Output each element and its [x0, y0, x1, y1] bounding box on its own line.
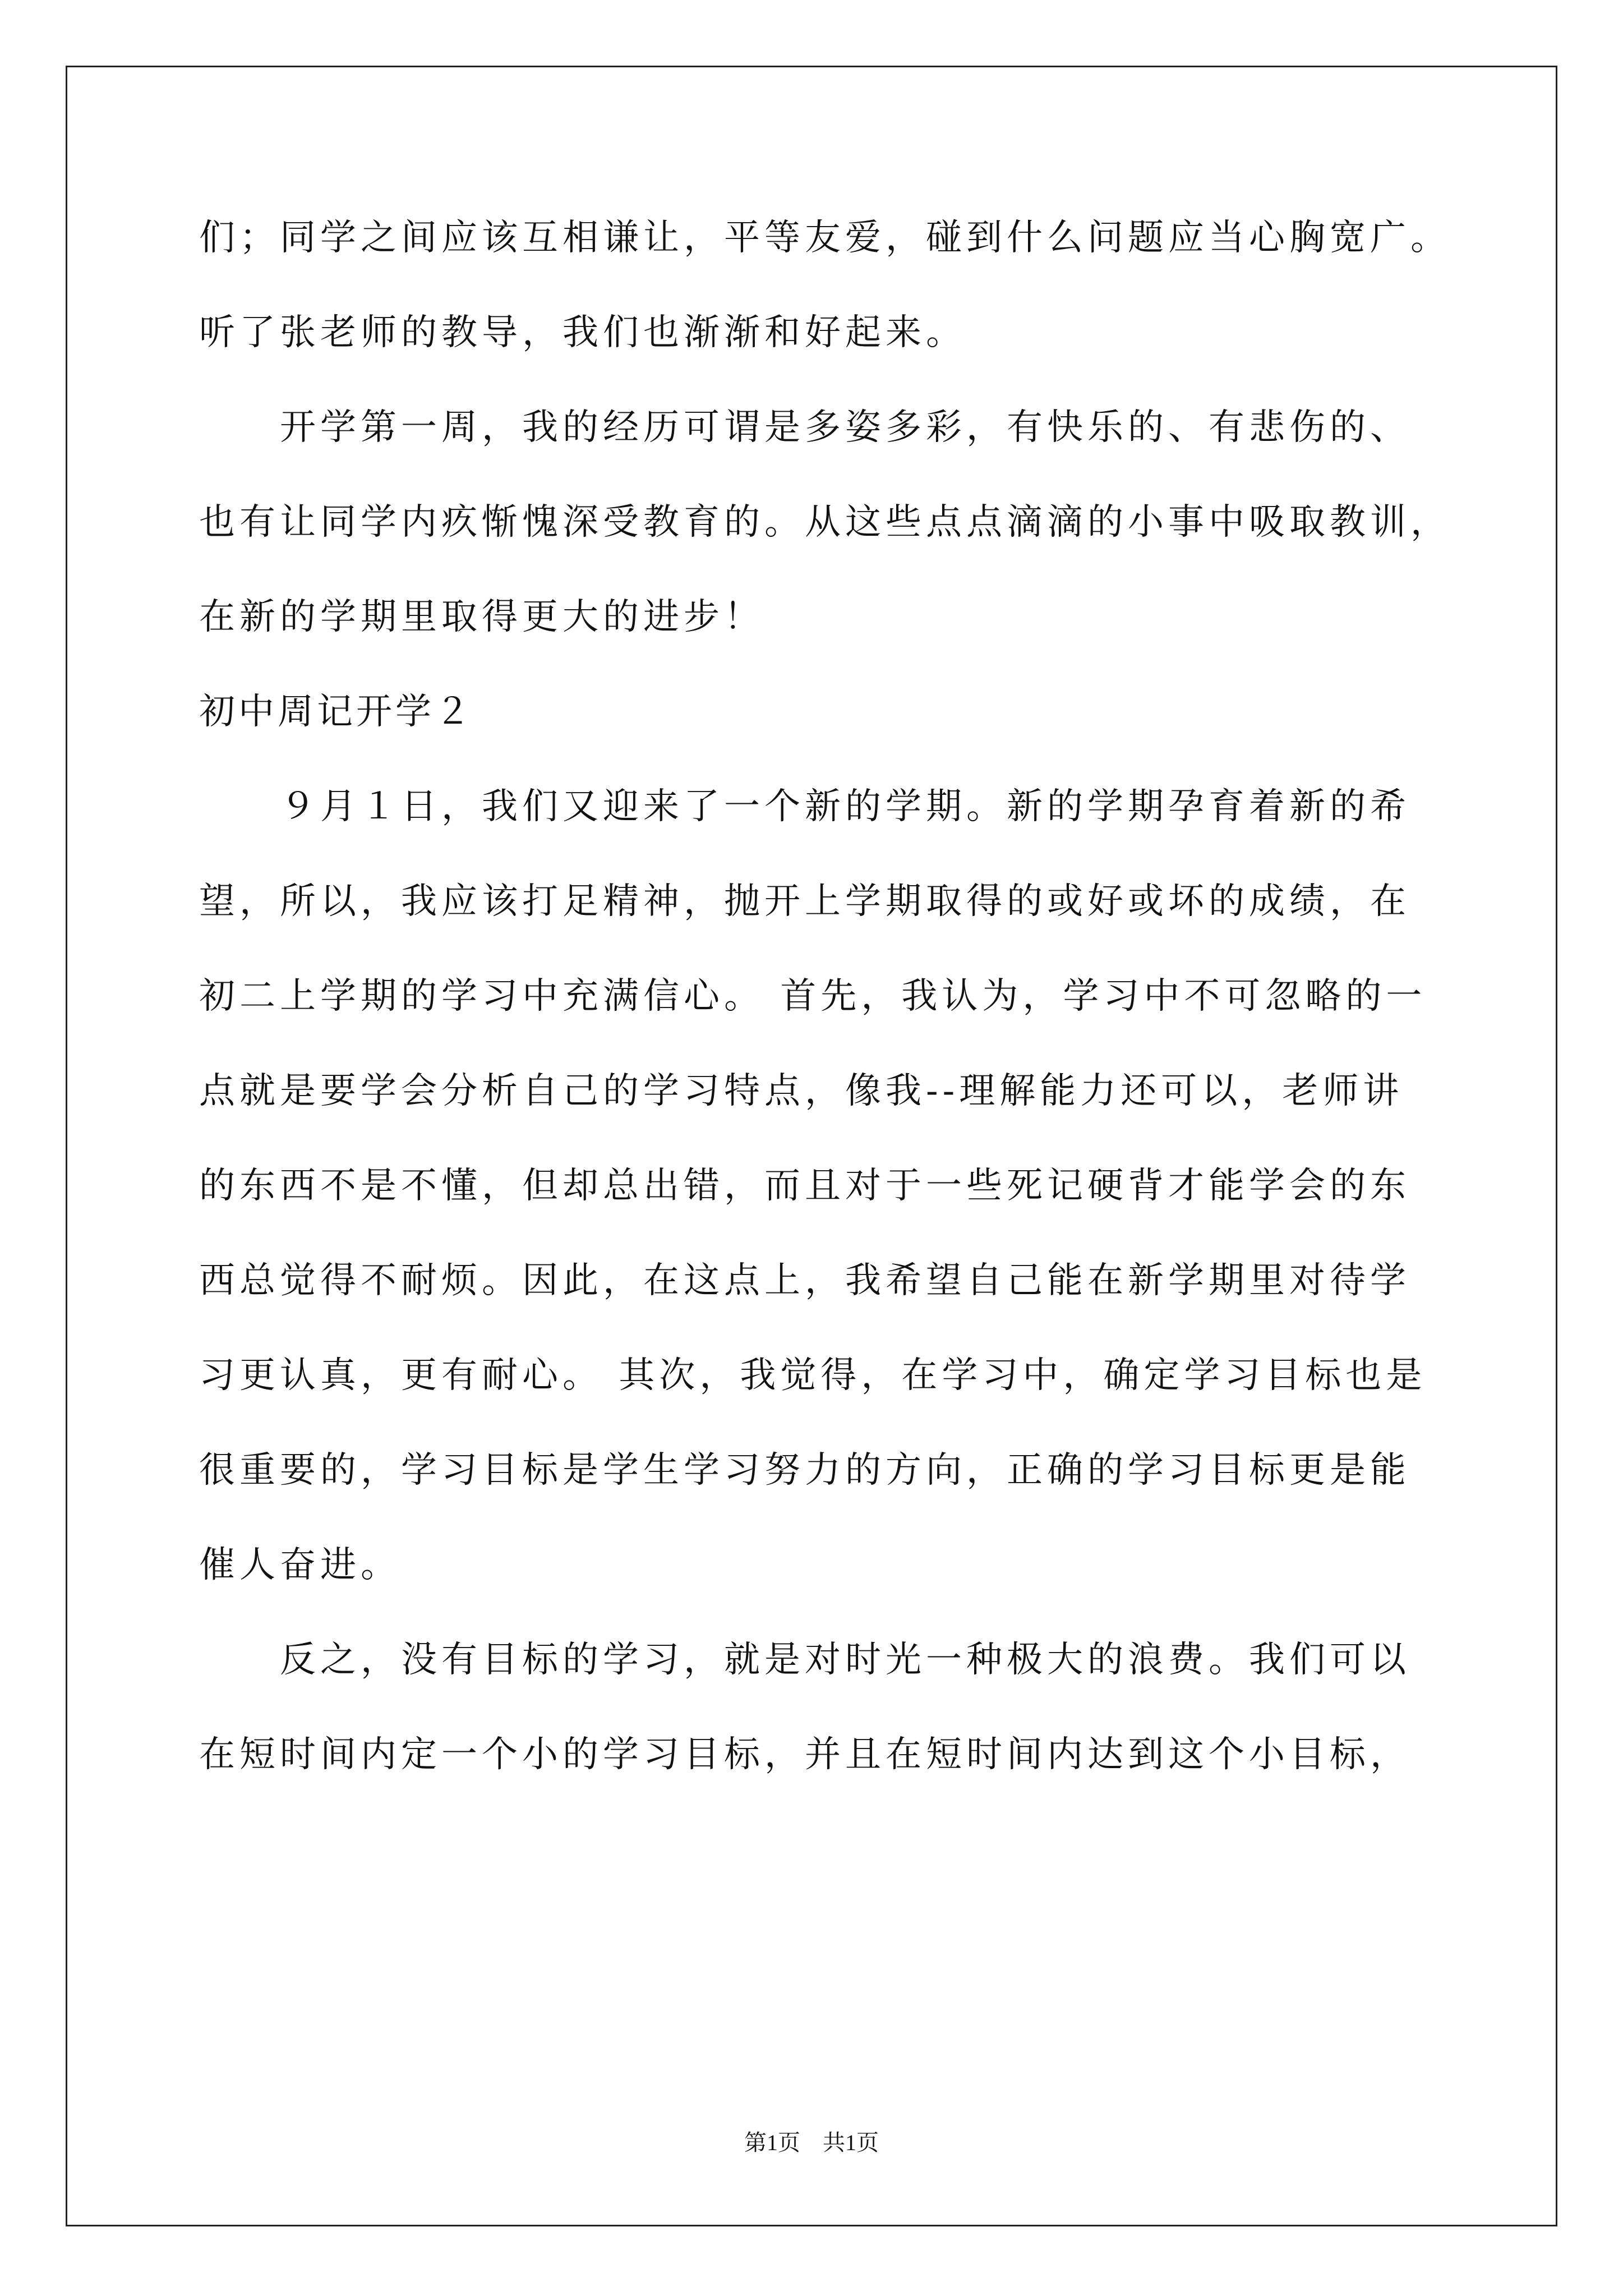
- text-line: 点就是要学会分析自己的学习特点，像我--理解能力还可以，老师讲: [199, 1070, 1404, 1112]
- text-line: 听了张老师的教导，我们也渐渐和好起来。: [199, 312, 966, 353]
- text-line: 在短时间内定一个小的学习目标，并且在短时间内达到这个小目标，: [199, 1734, 1410, 1775]
- text-line: 望，所以，我应该打足精神，抛开上学期取得的或好或坏的成绩，在: [199, 881, 1410, 922]
- section-heading: 初中周记开学２: [199, 691, 474, 733]
- paragraph-start-line: ９月１日，我们又迎来了一个新的学期。新的学期孕育着新的希: [280, 786, 1410, 827]
- text-line: 在新的学期里取得更大的进步！: [199, 596, 764, 638]
- text-line: 习更认真，更有耐心。 其次，我觉得，在学习中，确定学习目标也是: [199, 1355, 1427, 1396]
- paragraph-start-line: 反之，没有目标的学习，就是对时光一种极大的浪费。我们可以: [280, 1639, 1410, 1681]
- text-line: 西总觉得不耐烦。因此，在这点上，我希望自己能在新学期里对待学: [199, 1260, 1410, 1301]
- text-line: 们；同学之间应该互相谦让，平等友爱，碰到什么问题应当心胸宽广。: [199, 217, 1451, 259]
- text-line: 也有让同学内疚惭愧深受教育的。从这些点点滴滴的小事中吸取教训，: [199, 501, 1451, 543]
- text-line: 的东西不是不懂，但却总出错，而且对于一些死记硬背才能学会的东: [199, 1165, 1410, 1207]
- document-body: [199, 217, 1451, 1832]
- paragraph-start-line: 开学第一周，我的经历可谓是多姿多彩，有快乐的、有悲伤的、: [280, 407, 1410, 448]
- text-line: 催人奋进。: [199, 1544, 401, 1586]
- page-number-footer: 第1页 共1页: [744, 2130, 879, 2155]
- text-line: 初二上学期的学习中充满信心。 首先，我认为，学习中不可忽略的一: [199, 976, 1427, 1017]
- text-line: 很重要的，学习目标是学生学习努力的方向，正确的学习目标更是能: [199, 1450, 1410, 1491]
